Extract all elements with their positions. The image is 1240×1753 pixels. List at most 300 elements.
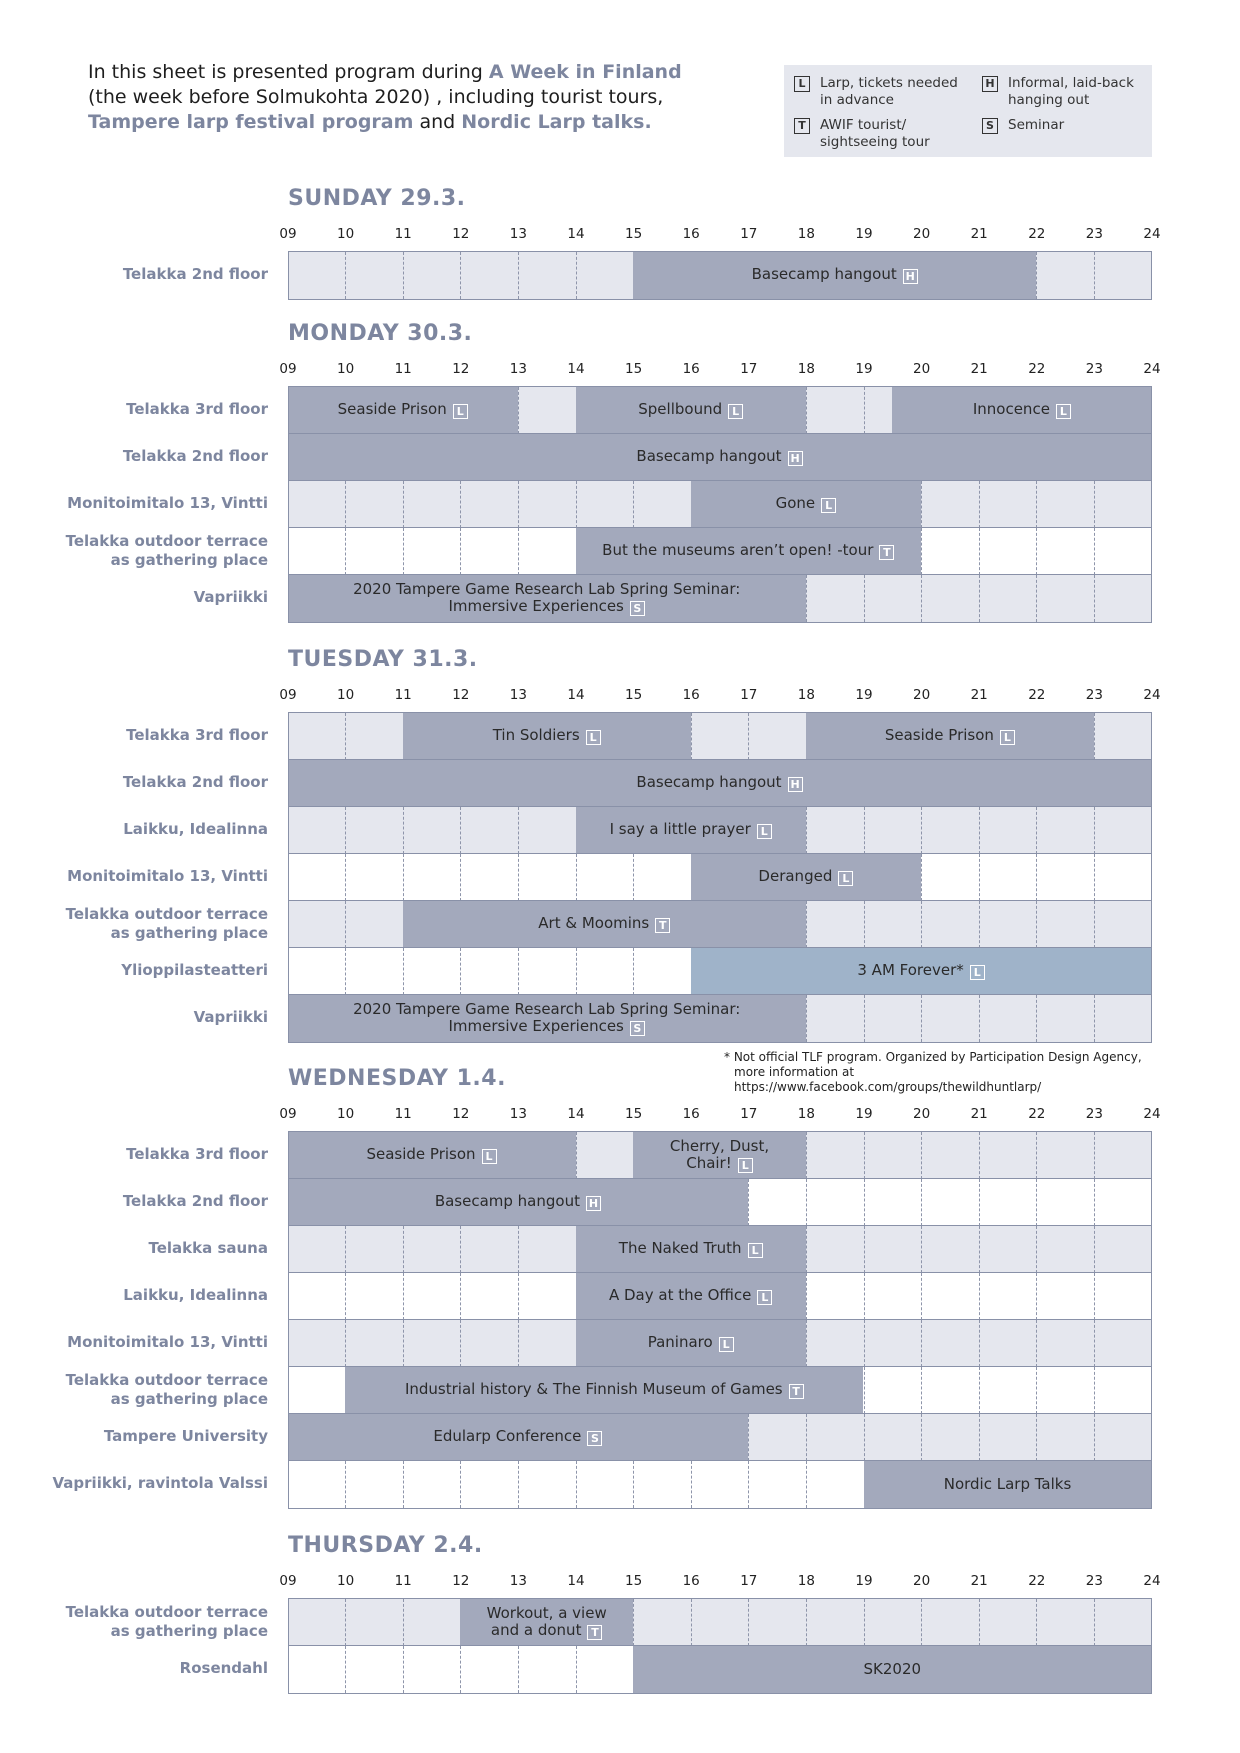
event-type-badge: S: [630, 601, 645, 616]
event-block[interactable]: [403, 713, 691, 760]
hour-gridline: [979, 807, 980, 854]
hour-label: 15: [625, 361, 643, 377]
venue-label: Laikku, Idealinna: [123, 1286, 268, 1304]
hour-label: 13: [509, 226, 527, 242]
event-block[interactable]: [633, 252, 1036, 299]
hour-label: 11: [394, 1573, 412, 1589]
event-block[interactable]: [403, 901, 806, 948]
event-type-badge: H: [586, 1196, 601, 1211]
hour-gridline: [518, 387, 519, 434]
event-title: [758, 868, 853, 886]
venue-label: Telakka 2nd floor: [122, 447, 268, 465]
timeline-track: [288, 1178, 1152, 1227]
venue-label: Telakka 2nd floor: [122, 1192, 268, 1210]
hour-gridline: [345, 807, 346, 854]
hour-label: 18: [797, 1106, 815, 1122]
hour-gridline: [460, 1320, 461, 1367]
hour-label: 24: [1143, 687, 1161, 703]
hour-label: 13: [509, 1106, 527, 1122]
event-title-text: A Day at the Office: [608, 1286, 752, 1305]
hour-label: 24: [1143, 1573, 1161, 1589]
event-title: [944, 1476, 1072, 1493]
day-title: THURSDAY 2.4.: [288, 1533, 483, 1558]
event-title-text: Seaside Prison: [337, 400, 447, 419]
hour-gridline: [864, 1273, 865, 1320]
hour-label: 21: [970, 1573, 988, 1589]
hour-label: 09: [279, 687, 297, 703]
hour-gridline: [1036, 575, 1037, 622]
timeline-track: [288, 1225, 1152, 1274]
hour-gridline: [633, 481, 634, 528]
hour-gridline: [691, 713, 692, 760]
hour-gridline: [460, 948, 461, 995]
hour-label: 16: [682, 1106, 700, 1122]
event-type-badge: L: [748, 1243, 763, 1258]
hour-gridline: [1036, 1273, 1037, 1320]
event-title: [538, 915, 670, 933]
hour-gridline: [518, 1461, 519, 1508]
event-title-text: Basecamp hangout: [636, 447, 782, 466]
event-block[interactable]: [633, 1646, 1151, 1693]
venue-label: Rosendahl: [179, 1659, 268, 1677]
venue-label: Telakka sauna: [148, 1239, 268, 1257]
event-title-text: Basecamp hangout: [434, 1192, 580, 1211]
event-type-badge: L: [482, 1149, 497, 1164]
event-block[interactable]: [288, 1179, 748, 1226]
hour-gridline: [518, 1646, 519, 1693]
hour-gridline: [403, 252, 404, 299]
hour-gridline: [979, 901, 980, 948]
event-title-text: Gone: [775, 494, 816, 513]
hour-gridline: [864, 1226, 865, 1273]
event-title: [973, 401, 1071, 419]
hour-gridline: [345, 1461, 346, 1508]
venue-label: Telakka 2nd floor: [122, 265, 268, 283]
timeline-track: [288, 1598, 1152, 1647]
event-type-badge: L: [757, 824, 772, 839]
hour-gridline: [864, 995, 865, 1042]
hour-gridline: [345, 948, 346, 995]
hour-gridline: [921, 1367, 922, 1414]
hour-label: 22: [1028, 687, 1046, 703]
hour-gridline: [345, 1646, 346, 1693]
event-title: [487, 1605, 607, 1640]
event-type-badge: T: [587, 1625, 602, 1640]
hour-label: 14: [567, 1106, 585, 1122]
timeline-track: [288, 251, 1152, 300]
event-title-text: 2020 Tampere Game Research Lab Spring Seminar: Immersive Experiences: [353, 579, 741, 615]
venue-label: Monitoimitalo 13, Vintti: [67, 867, 268, 885]
intro-highlight-tlf: Tampere larp festival program: [88, 111, 414, 133]
event-type-badge: L: [738, 1158, 753, 1173]
footnote-line-1: * Not official TLF program. Organized by Participation Design Agency,: [724, 1050, 1142, 1064]
event-title: [638, 401, 743, 419]
hour-gridline: [864, 387, 865, 434]
event-title-text: But the museums aren’t open! -tour: [602, 541, 874, 560]
hour-gridline: [864, 1179, 865, 1226]
hour-label: 10: [337, 1573, 355, 1589]
hour-gridline: [403, 1599, 404, 1646]
hour-gridline: [979, 854, 980, 901]
timeline-track: [288, 433, 1152, 482]
venue-label: Telakka outdoor terrace as gathering place: [65, 904, 268, 942]
venue-label: Vapriikki: [193, 588, 268, 606]
event-title: [670, 1138, 769, 1173]
hour-gridline: [1036, 1320, 1037, 1367]
event-title-text: The Naked Truth: [618, 1239, 742, 1258]
legend-key-t: T: [794, 118, 810, 134]
hour-gridline: [979, 1599, 980, 1646]
hour-gridline: [1094, 1320, 1095, 1367]
hour-gridline: [403, 1273, 404, 1320]
hour-label: 16: [682, 687, 700, 703]
hour-gridline: [1094, 854, 1095, 901]
hour-label: 17: [740, 1573, 758, 1589]
hour-label: 10: [337, 687, 355, 703]
hour-label: 18: [797, 687, 815, 703]
timeline-track: [288, 480, 1152, 529]
event-title-text: 2020 Tampere Game Research Lab Spring Seminar: Immersive Experiences: [353, 999, 741, 1035]
event-title-text: 3 AM Forever*: [857, 961, 964, 980]
hour-label: 20: [913, 226, 931, 242]
hour-gridline: [979, 1179, 980, 1226]
hour-gridline: [806, 1414, 807, 1461]
event-type-badge: L: [586, 730, 601, 745]
hour-gridline: [460, 1226, 461, 1273]
hour-gridline: [1036, 1226, 1037, 1273]
event-title: [752, 266, 918, 284]
event-title: [636, 774, 802, 792]
hour-gridline: [864, 1320, 865, 1367]
event-title-text: Edularp Conference: [433, 1427, 582, 1446]
hour-gridline: [921, 901, 922, 948]
hour-label: 14: [567, 226, 585, 242]
day-title: WEDNESDAY 1.4.: [288, 1066, 506, 1091]
hour-label: 19: [855, 226, 873, 242]
event-block[interactable]: [691, 854, 921, 901]
event-block[interactable]: [460, 1599, 633, 1646]
event-block[interactable]: [576, 528, 922, 575]
event-block[interactable]: [288, 387, 518, 434]
hour-label: 11: [394, 687, 412, 703]
hour-gridline: [518, 948, 519, 995]
hour-gridline: [1094, 1414, 1095, 1461]
event-block[interactable]: [576, 387, 806, 434]
hour-gridline: [1094, 1179, 1095, 1226]
hour-label: 23: [1085, 1106, 1103, 1122]
event-block[interactable]: [691, 948, 1152, 995]
hour-gridline: [345, 713, 346, 760]
hour-gridline: [748, 1599, 749, 1646]
timeline-track: [288, 1272, 1152, 1321]
event-type-badge: L: [728, 404, 743, 419]
event-title-text: Basecamp hangout: [751, 265, 897, 284]
intro-highlight-nlt: Nordic Larp talks.: [461, 111, 652, 133]
hour-label: 09: [279, 1106, 297, 1122]
venue-label: Laikku, Idealinna: [123, 820, 268, 838]
venue-label: Vapriikki, ravintola Valssi: [52, 1474, 268, 1492]
hour-gridline: [1036, 854, 1037, 901]
hour-label: 20: [913, 1573, 931, 1589]
hour-label: 11: [394, 361, 412, 377]
hour-gridline: [403, 1226, 404, 1273]
hour-gridline: [1036, 1599, 1037, 1646]
hour-gridline: [518, 1226, 519, 1273]
event-block[interactable]: [576, 1273, 806, 1320]
hour-label: 23: [1085, 361, 1103, 377]
venue-label: Telakka 3rd floor: [126, 726, 268, 744]
event-title: [353, 1001, 740, 1036]
hour-gridline: [460, 1273, 461, 1320]
event-block[interactable]: [633, 1132, 806, 1179]
hour-gridline: [460, 528, 461, 575]
venue-label: Telakka 2nd floor: [122, 773, 268, 791]
hour-gridline: [403, 1461, 404, 1508]
hour-gridline: [345, 528, 346, 575]
hour-gridline: [1094, 995, 1095, 1042]
hour-gridline: [921, 528, 922, 575]
event-title-text: Art & Moomins: [538, 914, 650, 933]
event-type-badge: L: [838, 871, 853, 886]
hour-gridline: [921, 1599, 922, 1646]
hour-gridline: [576, 252, 577, 299]
event-block[interactable]: [576, 1226, 806, 1273]
hour-gridline: [1036, 528, 1037, 575]
hour-label: 17: [740, 1106, 758, 1122]
hour-gridline: [403, 807, 404, 854]
hour-gridline: [1094, 1599, 1095, 1646]
hour-gridline: [921, 481, 922, 528]
event-title: [433, 1428, 602, 1446]
intro-text-3: and: [413, 111, 462, 133]
hour-gridline: [864, 901, 865, 948]
timeline-track: [288, 1131, 1152, 1180]
hour-label: 14: [567, 361, 585, 377]
event-title: [493, 727, 601, 745]
hour-label: 24: [1143, 1106, 1161, 1122]
hour-label: 20: [913, 361, 931, 377]
event-block[interactable]: [288, 760, 1152, 807]
hour-gridline: [403, 948, 404, 995]
hour-label: 12: [452, 361, 470, 377]
hour-gridline: [921, 995, 922, 1042]
hour-label: 15: [625, 226, 643, 242]
hour-label: 13: [509, 1573, 527, 1589]
event-title: [648, 1334, 734, 1352]
event-block[interactable]: [288, 575, 806, 622]
hour-gridline: [921, 575, 922, 622]
hour-label: 15: [625, 687, 643, 703]
event-block[interactable]: [806, 713, 1094, 760]
hour-gridline: [979, 1320, 980, 1367]
hour-label: 19: [855, 361, 873, 377]
hour-gridline: [921, 1273, 922, 1320]
timeline-track: [288, 947, 1152, 996]
event-title-text: Basecamp hangout: [636, 773, 782, 792]
hour-gridline: [864, 1414, 865, 1461]
hour-label: 23: [1085, 687, 1103, 703]
hour-gridline: [748, 713, 749, 760]
intro-highlight-awif: A Week in Finland: [488, 61, 682, 83]
event-title-text: Industrial history & The Finnish Museum of Games: [404, 1380, 783, 1399]
hour-label: 17: [740, 687, 758, 703]
hour-gridline: [1094, 713, 1095, 760]
hour-gridline: [691, 1461, 692, 1508]
venue-label: Vapriikki: [193, 1008, 268, 1026]
hour-label: 18: [797, 1573, 815, 1589]
hour-gridline: [806, 995, 807, 1042]
event-block[interactable]: [288, 434, 1152, 481]
timeline-track: [288, 1413, 1152, 1462]
hour-label: 20: [913, 687, 931, 703]
hour-gridline: [576, 854, 577, 901]
event-block[interactable]: [892, 387, 1151, 434]
hour-gridline: [576, 1132, 577, 1179]
hour-gridline: [518, 252, 519, 299]
timeline-track: [288, 574, 1152, 623]
legend-key-l: L: [794, 76, 810, 92]
timeline-track: [288, 712, 1152, 761]
event-block[interactable]: [576, 1320, 806, 1367]
event-title: [366, 1146, 496, 1164]
hour-label: 21: [970, 361, 988, 377]
hour-gridline: [345, 1226, 346, 1273]
hour-gridline: [403, 854, 404, 901]
hour-label: 24: [1143, 361, 1161, 377]
hour-gridline: [1036, 1414, 1037, 1461]
event-block[interactable]: [691, 481, 921, 528]
hour-gridline: [979, 1273, 980, 1320]
hour-gridline: [1036, 807, 1037, 854]
hour-label: 13: [509, 361, 527, 377]
hour-gridline: [403, 528, 404, 575]
hour-gridline: [806, 1273, 807, 1320]
hour-gridline: [403, 481, 404, 528]
hour-gridline: [345, 252, 346, 299]
hour-gridline: [403, 1320, 404, 1367]
hour-gridline: [460, 252, 461, 299]
hour-gridline: [979, 995, 980, 1042]
hour-gridline: [979, 575, 980, 622]
hour-gridline: [1094, 901, 1095, 948]
hour-gridline: [1094, 481, 1095, 528]
hour-label: 21: [970, 226, 988, 242]
event-title-text: Deranged: [758, 867, 833, 886]
venue-label: Telakka outdoor terrace as gathering place: [65, 1370, 268, 1408]
hour-gridline: [864, 575, 865, 622]
hour-label: 23: [1085, 1573, 1103, 1589]
event-title-text: Paninaro: [647, 1333, 713, 1352]
hour-label: 15: [625, 1106, 643, 1122]
event-title: [610, 821, 772, 839]
timeline-track: [288, 1366, 1152, 1415]
hour-gridline: [345, 1273, 346, 1320]
event-title-text: Cherry, Dust, Chair!: [669, 1136, 770, 1172]
event-title: [353, 581, 740, 616]
hour-gridline: [518, 528, 519, 575]
event-title-text: Seaside Prison: [884, 726, 994, 745]
hour-gridline: [576, 1461, 577, 1508]
event-type-badge: T: [789, 1384, 804, 1399]
event-title: [636, 448, 802, 466]
hour-gridline: [576, 1646, 577, 1693]
hour-label: 12: [452, 226, 470, 242]
hour-gridline: [633, 854, 634, 901]
hour-gridline: [748, 1414, 749, 1461]
event-block[interactable]: [864, 1461, 1152, 1508]
hour-label: 22: [1028, 1573, 1046, 1589]
hour-gridline: [979, 1367, 980, 1414]
hour-gridline: [403, 1646, 404, 1693]
hour-gridline: [691, 1599, 692, 1646]
footnote: [724, 1050, 1154, 1095]
event-type-badge: T: [879, 545, 894, 560]
hour-gridline: [1094, 1273, 1095, 1320]
footnote-line-2: more information at https://www.facebook.com/groups/thewildhuntlarp/: [734, 1065, 1042, 1094]
hour-gridline: [518, 481, 519, 528]
event-title-text: Seaside Prison: [366, 1145, 476, 1164]
hour-gridline: [979, 528, 980, 575]
event-type-badge: L: [1000, 730, 1015, 745]
hour-gridline: [518, 1320, 519, 1367]
hour-label: 09: [279, 361, 297, 377]
event-type-badge: T: [655, 918, 670, 933]
timeline-track: [288, 527, 1152, 576]
hour-label: 16: [682, 1573, 700, 1589]
event-block[interactable]: [288, 995, 806, 1042]
hour-gridline: [345, 901, 346, 948]
hour-gridline: [921, 1320, 922, 1367]
hour-gridline: [748, 1461, 749, 1508]
hour-gridline: [806, 1320, 807, 1367]
event-block[interactable]: [288, 1414, 748, 1461]
venue-label: Telakka outdoor terrace as gathering place: [65, 1602, 268, 1640]
timeline-track: [288, 1319, 1152, 1368]
hour-label: 21: [970, 1106, 988, 1122]
hour-gridline: [518, 807, 519, 854]
hour-label: 23: [1085, 226, 1103, 242]
event-block[interactable]: [288, 1132, 576, 1179]
hour-gridline: [979, 481, 980, 528]
legend-key-h: H: [982, 76, 998, 92]
venue-label: Telakka 3rd floor: [126, 400, 268, 418]
hour-label: 19: [855, 1106, 873, 1122]
event-type-badge: L: [719, 1337, 734, 1352]
timeline-track: [288, 1460, 1152, 1509]
hour-gridline: [864, 807, 865, 854]
hour-gridline: [979, 1132, 980, 1179]
hour-gridline: [345, 1320, 346, 1367]
event-block[interactable]: [576, 807, 806, 854]
hour-label: 14: [567, 687, 585, 703]
event-type-badge: S: [587, 1431, 602, 1446]
event-title: [435, 1193, 601, 1211]
hour-gridline: [1036, 1367, 1037, 1414]
hour-label: 10: [337, 226, 355, 242]
hour-gridline: [633, 1599, 634, 1646]
event-title: [405, 1381, 804, 1399]
hour-gridline: [864, 1599, 865, 1646]
venue-label: Telakka 3rd floor: [126, 1145, 268, 1163]
hour-gridline: [806, 1132, 807, 1179]
hour-gridline: [460, 854, 461, 901]
hour-gridline: [806, 575, 807, 622]
event-block[interactable]: [345, 1367, 863, 1414]
hour-label: 09: [279, 1573, 297, 1589]
hour-gridline: [1094, 252, 1095, 299]
event-title: [602, 542, 894, 560]
day-title: SUNDAY 29.3.: [288, 186, 466, 211]
